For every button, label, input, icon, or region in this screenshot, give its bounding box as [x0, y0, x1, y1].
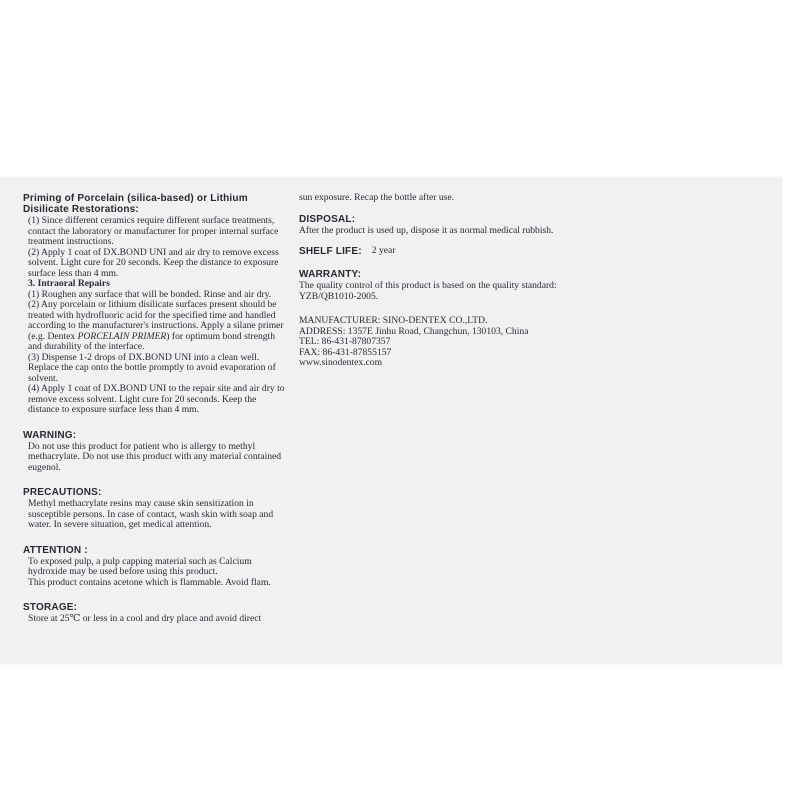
- attention-text: To exposed pulp, a pulp capping material such as Calcium hydroxide may be used before using this product.: [28, 555, 252, 577]
- intraoral-step-1: (1) Roughen any surface that will be bonded. Rinse and air dry.: [28, 288, 272, 300]
- storage-section: [23, 602, 290, 625]
- disposal-title: DISPOSAL:: [299, 213, 356, 225]
- precautions-title: PRECAUTIONS:: [23, 487, 102, 498]
- storage-continued: sun exposure. Recap the bottle after use.: [299, 192, 455, 203]
- warranty-title: WARRANTY:: [299, 269, 362, 280]
- storage-text: Store at 25℃ or less in a cool and dry place and avoid direct: [28, 613, 262, 624]
- manufacturer-name: MANUFACTURER: SINO-DENTEX CO.,LTD.: [299, 315, 488, 326]
- intraoral-step-3: (3) Dispense 1-2 drops of DX.BOND UNI into a clean well. Replace the cap onto the bottle promptly to avoid evaporation of solvent.: [28, 351, 276, 384]
- warning-text: Do not use this product for patient who is allergy to methyl methacrylate. Do not use this product with any material contained eugenol.: [28, 440, 282, 473]
- shelf-life-section: [299, 246, 559, 259]
- precautions-section: [23, 487, 290, 531]
- precautions-text: Methyl methacrylate resins may cause skin sensitization in susceptible persons. In case of contact, wash skin with soap and water. In severe situation, get medical attention.: [28, 498, 274, 530]
- porcelain-primer-name: PORCELAIN PRIMER: [77, 330, 167, 342]
- disposal-section: [299, 214, 559, 237]
- intraoral-title: 3. Intraoral Repairs: [28, 278, 110, 289]
- warning-section: [23, 429, 290, 474]
- manufacturer-website: www.sinodentex.com: [299, 357, 383, 368]
- warranty-text: The quality control of this product is based on the quality standard: YZB/QB1010-2005.: [299, 280, 557, 302]
- manufacturer-address: ADDRESS: 1357E Jinhu Road, Changchun, 130103, China: [299, 325, 529, 337]
- intraoral-step-2: [28, 300, 290, 353]
- priming-step-2: (2) Apply 1 coat of DX.BOND UNI and air dry to remove excess solvent. Light cure for 20 seconds. Keep the distance to exposure surface less than 4 mm.: [28, 246, 279, 279]
- shelf-life-value: 2 year: [371, 245, 396, 256]
- shelf-life-title: SHELF LIFE:: [299, 246, 362, 257]
- acetone-text: This product contains acetone which is flammable. Avoid flam.: [28, 576, 271, 588]
- priming-title-2: Disilicate Restorations:: [23, 204, 139, 215]
- storage-title: STORAGE:: [23, 602, 78, 613]
- intraoral-step-2a: (2) Any porcelain or lithium disilicate surfaces present should be treated with hydrofluoric acid for the specified time and handled according to the manufacturer's instructions. Apply a silane primer (e.g. Dentex: [28, 299, 284, 342]
- warning-title: WARNING:: [23, 429, 77, 441]
- intraoral-step-4: (4) Apply 1 coat of DX.BOND UNI to the repair site and air dry to remove excess solvent. Light cure for 20 seconds. Keep the distance to exposure surface less than 4 mm.: [28, 383, 285, 415]
- manufacturer-section: [299, 316, 559, 369]
- attention-section: [23, 544, 290, 589]
- manufacturer-fax: FAX: 86-431-87855157: [299, 346, 392, 358]
- attention-title: ATTENTION :: [23, 544, 88, 556]
- priming-title: Priming of Porcelain (silica-based) or Lithium: [23, 193, 248, 204]
- intraoral-step-2c: ) for optimum bond strength and durability of the interface.: [28, 330, 276, 352]
- warranty-section: [299, 269, 559, 302]
- left-column: [23, 193, 290, 625]
- manufacturer-tel: TEL: 86-431-87807357: [299, 336, 391, 347]
- disposal-text: After the product is used up, dispose it as normal medical rubbish.: [299, 224, 554, 236]
- right-column: [299, 193, 559, 369]
- priming-step-1: (1) Since different ceramics require different surface treatments, contact the laboratory or manufacturer for proper internal surface treatment instructions.: [28, 215, 279, 247]
